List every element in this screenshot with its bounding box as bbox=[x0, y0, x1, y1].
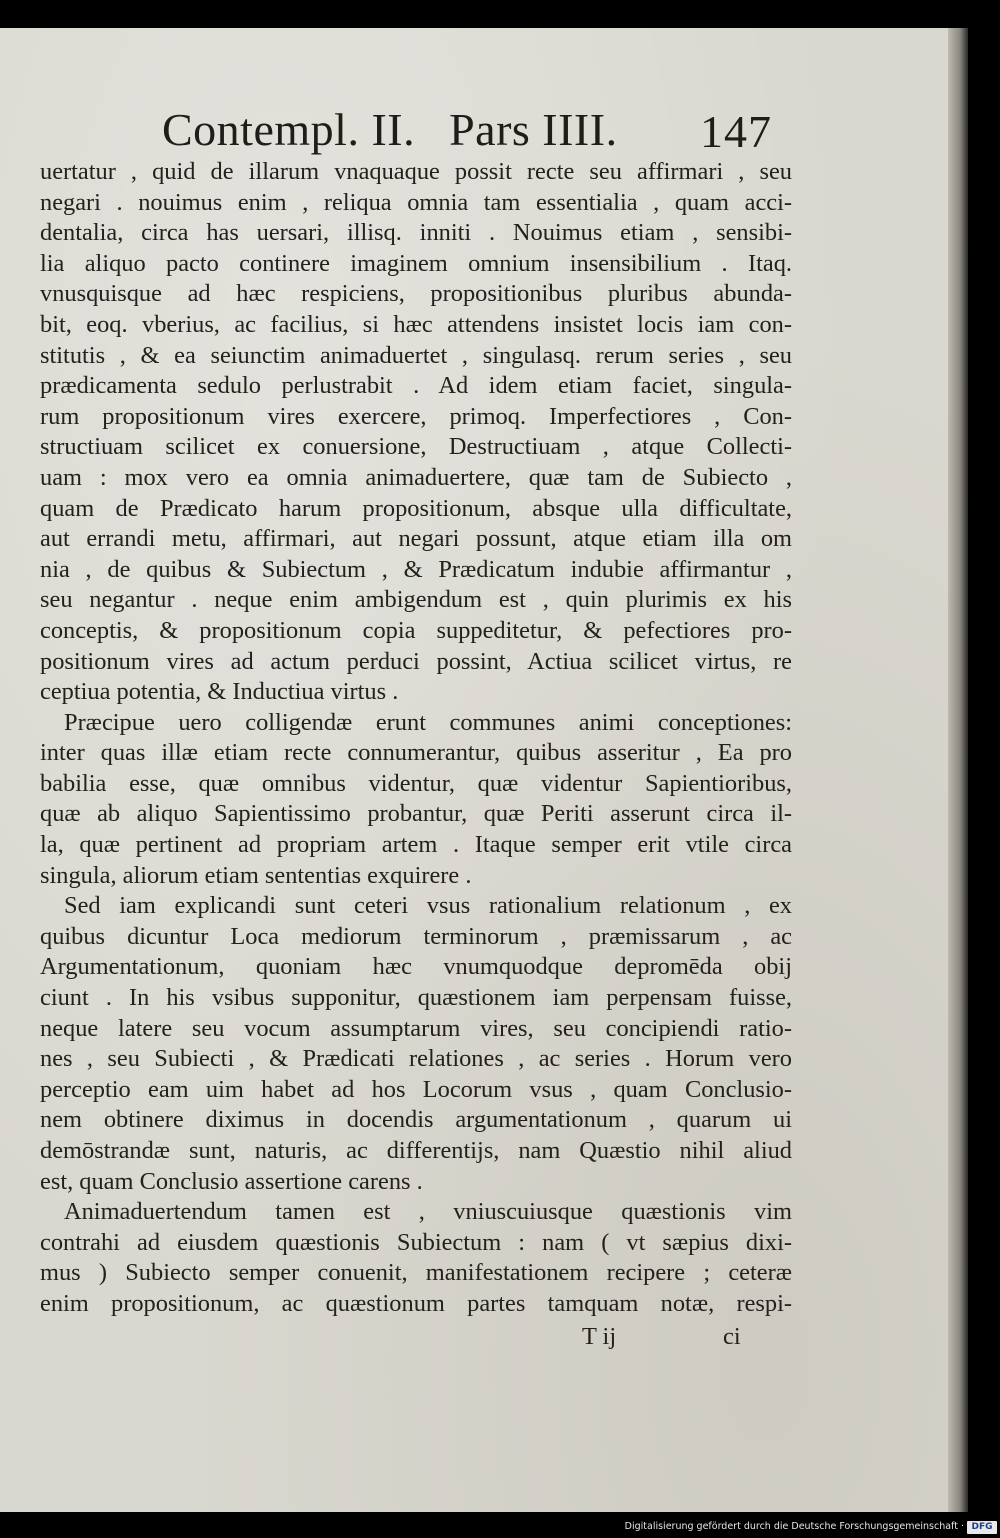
text-line: inter quas illæ etiam recte connumerantur, quibus asseritur , Ea pro bbox=[40, 739, 792, 767]
running-title-part: Pars IIII. bbox=[449, 104, 618, 155]
text-line: quam de Prædicato harum propositionum, absque ulla difficultate, bbox=[40, 494, 792, 522]
signature-mark: T ij bbox=[582, 1323, 617, 1350]
page-number: 147 bbox=[700, 106, 772, 157]
text-line: perceptio eam uim habet ad hos Locorum vsus , quam Conclusio- bbox=[40, 1075, 792, 1103]
paragraph-first-line: Animaduertendum tamen est , vniuscuiusque quæstionis vim bbox=[64, 1198, 792, 1226]
text-line: negari . nouimus enim , reliqua omnia tam essentialia , quam acci- bbox=[40, 188, 792, 216]
paragraph-first-line: Sed iam explicandi sunt ceteri vsus rationalium relationum , ex bbox=[64, 892, 792, 920]
text-line: est, quam Conclusio assertione carens . bbox=[40, 1167, 423, 1195]
running-title bbox=[162, 106, 618, 154]
text-line: mus ) Subiecto semper conuenit, manifestationem recipere ; ceteræ bbox=[40, 1259, 792, 1287]
text-line: nes , seu Subiecti , & Prædicati relationes , ac series . Horum vero bbox=[40, 1045, 792, 1073]
digitization-credit bbox=[625, 1521, 964, 1532]
catchword: ci bbox=[723, 1323, 741, 1350]
text-line: demōstrandæ sunt, naturis, ac differentijs, nam Quæstio nihil aliud bbox=[40, 1137, 792, 1164]
text-line: rum propositionum vires exercere, primoq. Imperfectiores , Con- bbox=[40, 402, 792, 430]
text-line: lia aliquo pacto continere imaginem omnium insensibilium . Itaq. bbox=[40, 249, 792, 277]
text-line: enim propositionum, ac quæstionum partes tamquam notæ, respi- bbox=[40, 1289, 792, 1317]
text-line: uam : mox vero ea omnia animaduertere, quæ tam de Subiecto , bbox=[40, 463, 792, 491]
text-line: conceptis, & propositionum copia suppeditetur, & pefectiores pro- bbox=[40, 616, 792, 644]
body-text bbox=[40, 157, 792, 1320]
text-line: uertatur , quid de illarum vnaquaque possit recte seu affirmari , seu bbox=[40, 158, 792, 185]
text-line: la, quæ pertinent ad propriam artem . Itaque semper erit vtile circa bbox=[40, 831, 792, 859]
page-footer-line bbox=[40, 1322, 792, 1356]
text-line: prædicamenta sedulo perlustrabit . Ad idem etiam faciet, singula- bbox=[40, 372, 792, 400]
text-line: nia , de quibus & Subiectum , & Prædicatum indubie affirmantur , bbox=[40, 555, 792, 583]
text-line: Argumentationum, quoniam hæc vnumquodque depromēda obij bbox=[40, 953, 792, 981]
text-line: quibus dicuntur Loca mediorum terminorum , præmissarum , ac bbox=[40, 922, 792, 950]
credit-text: Digitalisierung gefördert durch die Deutsche Forschungsgemeinschaft · bbox=[624, 1521, 964, 1532]
text-line: aut errandi metu, affirmari, aut negari possunt, atque etiam illa om bbox=[40, 525, 792, 553]
text-line: contrahi ad eiusdem quæstionis Subiectum : nam ( vt sæpius dixi- bbox=[40, 1228, 792, 1256]
book-page bbox=[0, 28, 956, 1512]
page-edge bbox=[948, 28, 968, 1512]
text-line: positionum vires ad actum perduci possint, Actiua scilicet virtus, re bbox=[40, 647, 792, 675]
text-line: seu negantur . neque enim ambigendum est , quin plurimis ex his bbox=[40, 586, 792, 614]
text-line: vnusquisque ad hæc respiciens, propositionibus pluribus abunda- bbox=[40, 280, 792, 308]
text-line: stitutis , & ea seiunctim animaduertet , singulasq. rerum series , seu bbox=[40, 341, 792, 369]
dfg-logo: DFG bbox=[967, 1521, 997, 1534]
running-title-main: Contempl. II. bbox=[162, 104, 416, 155]
text-line: structiuam scilicet ex conuersione, Destructiuam , atque Collecti- bbox=[40, 433, 792, 461]
paragraph-first-line: Præcipue uero colligendæ erunt communes animi conceptiones: bbox=[64, 708, 792, 736]
text-line: singula, aliorum etiam sententias exquirere . bbox=[40, 861, 472, 889]
text-line: ciunt . In his vsibus supponitur, quæstionem iam perpensam fuisse, bbox=[40, 984, 792, 1012]
text-line: neque latere seu vocum assumptarum vires, seu concipiendi ratio- bbox=[40, 1014, 792, 1042]
text-line: ceptiua potentia, & Inductiua virtus . bbox=[40, 678, 399, 706]
text-line: babilia esse, quæ omnibus videntur, quæ videntur Sapientioribus, bbox=[40, 769, 792, 797]
text-line: nem obtinere diximus in docendis argumentationum , quarum ui bbox=[40, 1106, 792, 1134]
text-line: quæ ab aliquo Sapientissimo probantur, quæ Periti asserunt circa il- bbox=[40, 800, 792, 828]
text-line: dentalia, circa has uersari, illisq. inniti . Nouimus etiam , sensibi- bbox=[40, 219, 792, 247]
text-line: bit, eoq. vberius, ac facilius, si hæc attendens insistet locis iam con- bbox=[40, 310, 792, 338]
